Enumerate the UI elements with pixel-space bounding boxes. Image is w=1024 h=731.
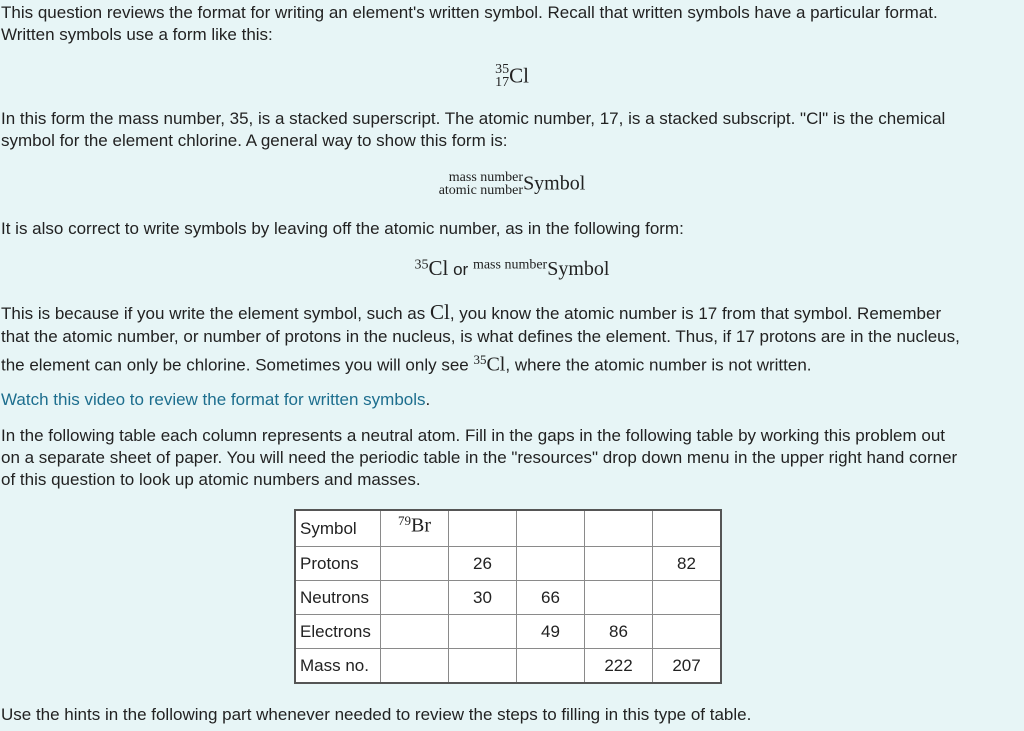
- form-explanation: In this form the mass number, 35, is a stacked superscript. The atomic number, 17, is a stacked subscript. "Cl" is the chemical symbol for the element chlorine. A general way to show this form is:: [1, 109, 946, 150]
- general-form: mass number atomic number Symbol: [438, 170, 586, 198]
- table-row: [295, 649, 721, 684]
- table-cell: [517, 649, 585, 684]
- table-cell: [653, 510, 722, 547]
- alternate-intro: It is also correct to write symbols by leaving off the atomic number, as in the following form:: [1, 219, 684, 238]
- table-cell: [517, 510, 585, 547]
- hint-text: Use the hints in the following part whenever needed to review the steps to filling in this type of table.: [1, 705, 752, 724]
- table-cell: 66: [517, 581, 585, 615]
- table-row: [295, 510, 721, 547]
- intro-text: This question reviews the format for writing an element's written symbol. Recall that written symbols have a particular format. Written symbols use a form like this:: [1, 3, 938, 44]
- table-cell: [585, 581, 653, 615]
- table-row: [295, 615, 721, 649]
- table-cell: [517, 547, 585, 581]
- table-cell: 49: [517, 615, 585, 649]
- table-cell: [381, 649, 449, 684]
- table-row: [295, 547, 721, 581]
- atom-table: [294, 509, 722, 684]
- table-cell: 82: [653, 547, 722, 581]
- instructions-text: In the following table each column represents a neutral atom. Fill in the gaps in the following table by working this problem out on a separate sheet of paper. You will need the periodic table in the "resources" drop down menu in the upper right hand corner of this question to look up atomic numbers and masses.: [1, 426, 958, 489]
- table-cell: 86: [585, 615, 653, 649]
- table-cell: [381, 547, 449, 581]
- table-cell: [449, 649, 517, 684]
- table-cell: [653, 581, 722, 615]
- table-row: [295, 581, 721, 615]
- table-cell: 207: [653, 649, 722, 684]
- table-cell: [585, 547, 653, 581]
- table-cell: 30: [449, 581, 517, 615]
- explanation-text: This is because if you write the element symbol, such as Cl, you know the atomic number is 17 from that symbol. Remember that the atomic number, or number of protons in the nucleus, is what defines the element. Thus, if 17 protons are in the nucleus, the element can only be chlorine. Sometimes you will only see $^{35}$Cl, where the atomic number is not written.: [1, 300, 960, 376]
- table-cell: [381, 615, 449, 649]
- example-symbol: 35 17 Cl: [495, 62, 529, 90]
- video-link-line: Watch this video to review the format for written symbols.: [1, 390, 431, 409]
- table-cell: $^{79}$Br: [381, 510, 449, 547]
- row-label: Mass no.: [295, 649, 381, 684]
- table-cell: 26: [449, 547, 517, 581]
- row-label: Neutrons: [295, 581, 381, 615]
- row-label: Electrons: [295, 615, 381, 649]
- table-cell: [449, 510, 517, 547]
- table-cell: [449, 615, 517, 649]
- video-link[interactable]: Watch this video to review the format for written symbols: [1, 390, 426, 409]
- table-cell: 222: [585, 649, 653, 684]
- alternate-form: $^{35}$Cl or $^{mass number}$Symbol: [414, 256, 610, 280]
- table-cell: [653, 615, 722, 649]
- table-cell: [381, 581, 449, 615]
- row-label: Protons: [295, 547, 381, 581]
- table-cell: [585, 510, 653, 547]
- row-label: Symbol: [295, 510, 381, 547]
